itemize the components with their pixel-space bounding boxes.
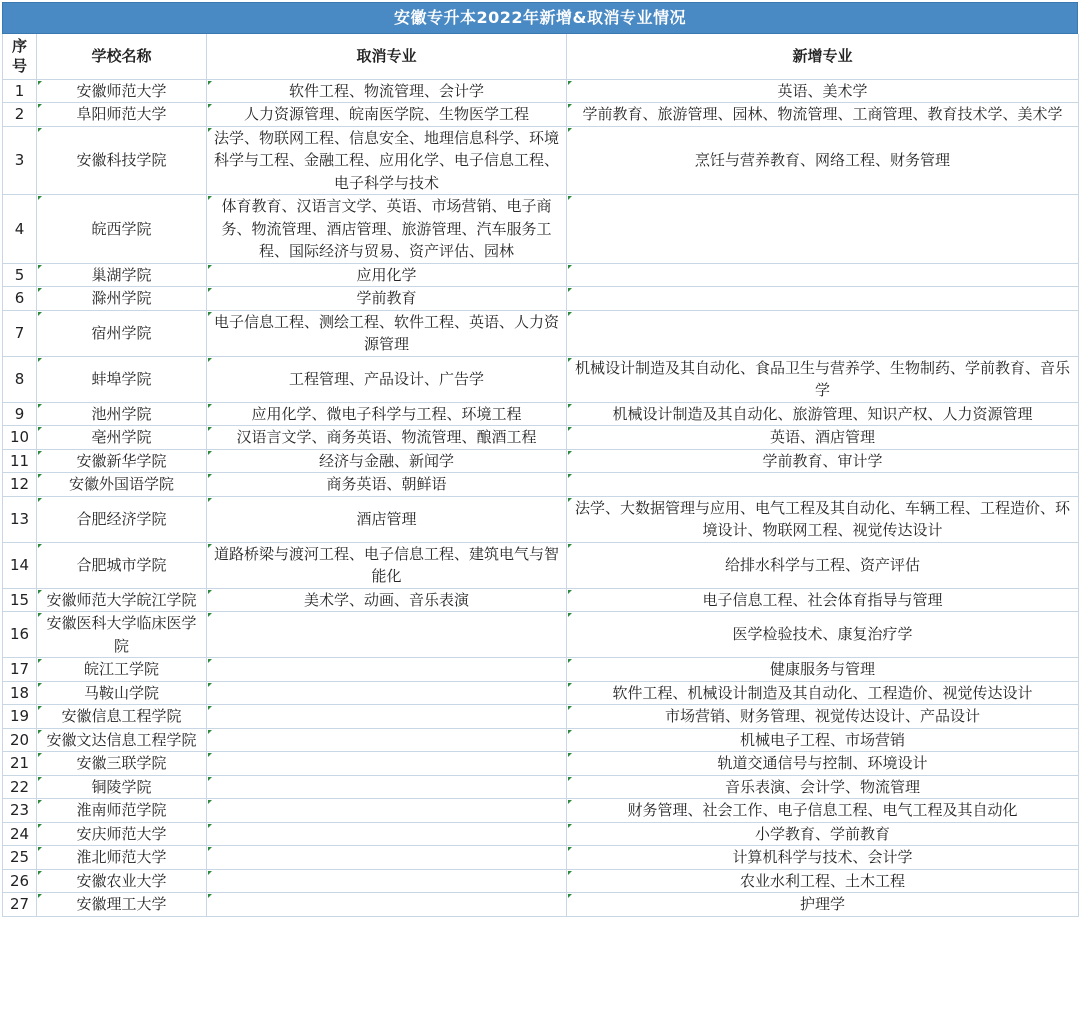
school-name-cell: 阜阳师范大学 [37, 103, 207, 127]
row-index-cell: 26 [3, 869, 37, 893]
school-name-cell: 安徽师范大学 [37, 79, 207, 103]
row-index-cell: 12 [3, 473, 37, 497]
row-index-cell: 3 [3, 126, 37, 195]
table-row [3, 103, 1079, 127]
added-majors-cell [567, 310, 1079, 356]
school-name-cell: 安徽新华学院 [37, 449, 207, 473]
school-name-cell: 合肥城市学院 [37, 542, 207, 588]
added-majors-cell [567, 287, 1079, 311]
cancelled-majors-cell: 酒店管理 [207, 496, 567, 542]
table-row [3, 705, 1079, 729]
header-added: 新增专业 [567, 34, 1079, 79]
cancelled-majors-cell: 人力资源管理、皖南医学院、生物医学工程 [207, 103, 567, 127]
row-index-cell: 19 [3, 705, 37, 729]
cancelled-majors-cell: 汉语言文学、商务英语、物流管理、酿酒工程 [207, 426, 567, 450]
table-row [3, 449, 1079, 473]
school-name-cell: 安徽信息工程学院 [37, 705, 207, 729]
school-name-cell: 安徽三联学院 [37, 752, 207, 776]
cancelled-majors-cell [207, 705, 567, 729]
added-majors-cell: 机械设计制造及其自动化、食品卫生与营养学、生物制药、学前教育、音乐学 [567, 356, 1079, 402]
school-name-cell: 安徽科技学院 [37, 126, 207, 195]
school-name-cell: 安徽文达信息工程学院 [37, 728, 207, 752]
school-name-cell: 淮北师范大学 [37, 846, 207, 870]
added-majors-cell: 财务管理、社会工作、电子信息工程、电气工程及其自动化 [567, 799, 1079, 823]
table-row [3, 728, 1079, 752]
table-row [3, 752, 1079, 776]
table-row [3, 126, 1079, 195]
row-index-cell: 20 [3, 728, 37, 752]
school-name-cell: 马鞍山学院 [37, 681, 207, 705]
added-majors-cell: 机械设计制造及其自动化、旅游管理、知识产权、人力资源管理 [567, 402, 1079, 426]
school-name-cell: 巢湖学院 [37, 263, 207, 287]
cancelled-majors-cell: 电子信息工程、测绘工程、软件工程、英语、人力资源管理 [207, 310, 567, 356]
majors-table-container [2, 2, 1078, 917]
school-name-cell: 合肥经济学院 [37, 496, 207, 542]
row-index-cell: 9 [3, 402, 37, 426]
cancelled-majors-cell: 法学、物联网工程、信息安全、地理信息科学、环境科学与工程、金融工程、应用化学、电子信息工程、电子科学与技术 [207, 126, 567, 195]
school-name-cell: 蚌埠学院 [37, 356, 207, 402]
added-majors-cell: 农业水利工程、土木工程 [567, 869, 1079, 893]
cancelled-majors-cell [207, 681, 567, 705]
added-majors-cell: 健康服务与管理 [567, 658, 1079, 682]
row-index-cell: 15 [3, 588, 37, 612]
table-row [3, 496, 1079, 542]
added-majors-cell [567, 473, 1079, 497]
added-majors-cell: 医学检验技术、康复治疗学 [567, 612, 1079, 658]
added-majors-cell: 计算机科学与技术、会计学 [567, 846, 1079, 870]
cancelled-majors-cell [207, 775, 567, 799]
school-name-cell: 安徽农业大学 [37, 869, 207, 893]
cancelled-majors-cell [207, 612, 567, 658]
row-index-cell: 11 [3, 449, 37, 473]
cancelled-majors-cell [207, 728, 567, 752]
cancelled-majors-cell [207, 869, 567, 893]
row-index-cell: 14 [3, 542, 37, 588]
added-majors-cell: 烹饪与营养教育、网络工程、财务管理 [567, 126, 1079, 195]
row-index-cell: 7 [3, 310, 37, 356]
school-name-cell: 皖江工学院 [37, 658, 207, 682]
row-index-cell: 4 [3, 195, 37, 264]
table-row [3, 426, 1079, 450]
cancelled-majors-cell [207, 846, 567, 870]
row-index-cell: 22 [3, 775, 37, 799]
table-row [3, 822, 1079, 846]
table-row [3, 893, 1079, 917]
row-index-cell: 1 [3, 79, 37, 103]
table-row [3, 658, 1079, 682]
cancelled-majors-cell: 美术学、动画、音乐表演 [207, 588, 567, 612]
cancelled-majors-cell [207, 893, 567, 917]
school-name-cell: 淮南师范学院 [37, 799, 207, 823]
added-majors-cell: 软件工程、机械设计制造及其自动化、工程造价、视觉传达设计 [567, 681, 1079, 705]
row-index-cell: 24 [3, 822, 37, 846]
table-row [3, 79, 1079, 103]
added-majors-cell [567, 263, 1079, 287]
header-row [3, 34, 1079, 79]
added-majors-cell: 给排水科学与工程、资产评估 [567, 542, 1079, 588]
school-name-cell: 亳州学院 [37, 426, 207, 450]
cancelled-majors-cell: 体育教育、汉语言文学、英语、市场营销、电子商务、物流管理、酒店管理、旅游管理、汽车服务工程、国际经济与贸易、资产评估、园林 [207, 195, 567, 264]
school-name-cell: 铜陵学院 [37, 775, 207, 799]
added-majors-cell: 学前教育、审计学 [567, 449, 1079, 473]
cancelled-majors-cell: 经济与金融、新闻学 [207, 449, 567, 473]
table-title: 安徽专升本2022年新增&取消专业情况 [2, 2, 1078, 34]
table-row [3, 402, 1079, 426]
school-name-cell: 安徽师范大学皖江学院 [37, 588, 207, 612]
table-body [3, 79, 1079, 916]
school-name-cell: 宿州学院 [37, 310, 207, 356]
table-row [3, 775, 1079, 799]
cancelled-majors-cell: 软件工程、物流管理、会计学 [207, 79, 567, 103]
table-row [3, 356, 1079, 402]
cancelled-majors-cell: 工程管理、产品设计、广告学 [207, 356, 567, 402]
added-majors-cell: 机械电子工程、市场营销 [567, 728, 1079, 752]
row-index-cell: 5 [3, 263, 37, 287]
school-name-cell: 安徽理工大学 [37, 893, 207, 917]
table-row [3, 263, 1079, 287]
table-row [3, 287, 1079, 311]
row-index-cell: 18 [3, 681, 37, 705]
added-majors-cell: 英语、酒店管理 [567, 426, 1079, 450]
added-majors-cell: 英语、美术学 [567, 79, 1079, 103]
table-row [3, 473, 1079, 497]
row-index-cell: 8 [3, 356, 37, 402]
cancelled-majors-cell [207, 822, 567, 846]
school-name-cell: 皖西学院 [37, 195, 207, 264]
table-row [3, 542, 1079, 588]
row-index-cell: 2 [3, 103, 37, 127]
added-majors-cell: 学前教育、旅游管理、园林、物流管理、工商管理、教育技术学、美术学 [567, 103, 1079, 127]
table-row [3, 612, 1079, 658]
school-name-cell: 安庆师范大学 [37, 822, 207, 846]
majors-table [2, 34, 1079, 917]
row-index-cell: 17 [3, 658, 37, 682]
row-index-cell: 13 [3, 496, 37, 542]
cancelled-majors-cell [207, 658, 567, 682]
added-majors-cell: 音乐表演、会计学、物流管理 [567, 775, 1079, 799]
added-majors-cell: 电子信息工程、社会体育指导与管理 [567, 588, 1079, 612]
table-row [3, 869, 1079, 893]
table-row [3, 195, 1079, 264]
table-row [3, 799, 1079, 823]
added-majors-cell [567, 195, 1079, 264]
table-row [3, 588, 1079, 612]
added-majors-cell: 小学教育、学前教育 [567, 822, 1079, 846]
row-index-cell: 10 [3, 426, 37, 450]
school-name-cell: 滁州学院 [37, 287, 207, 311]
cancelled-majors-cell: 学前教育 [207, 287, 567, 311]
row-index-cell: 6 [3, 287, 37, 311]
school-name-cell: 安徽医科大学临床医学院 [37, 612, 207, 658]
table-row [3, 846, 1079, 870]
cancelled-majors-cell: 道路桥梁与渡河工程、电子信息工程、建筑电气与智能化 [207, 542, 567, 588]
added-majors-cell: 轨道交通信号与控制、环境设计 [567, 752, 1079, 776]
table-row [3, 681, 1079, 705]
added-majors-cell: 市场营销、财务管理、视觉传达设计、产品设计 [567, 705, 1079, 729]
row-index-cell: 27 [3, 893, 37, 917]
row-index-cell: 25 [3, 846, 37, 870]
added-majors-cell: 护理学 [567, 893, 1079, 917]
cancelled-majors-cell: 商务英语、朝鲜语 [207, 473, 567, 497]
row-index-cell: 16 [3, 612, 37, 658]
table-row [3, 310, 1079, 356]
cancelled-majors-cell: 应用化学、微电子科学与工程、环境工程 [207, 402, 567, 426]
header-cancelled: 取消专业 [207, 34, 567, 79]
cancelled-majors-cell [207, 799, 567, 823]
row-index-cell: 23 [3, 799, 37, 823]
row-index-cell: 21 [3, 752, 37, 776]
header-school: 学校名称 [37, 34, 207, 79]
school-name-cell: 安徽外国语学院 [37, 473, 207, 497]
cancelled-majors-cell [207, 752, 567, 776]
school-name-cell: 池州学院 [37, 402, 207, 426]
added-majors-cell: 法学、大数据管理与应用、电气工程及其自动化、车辆工程、工程造价、环境设计、物联网工程、视觉传达设计 [567, 496, 1079, 542]
cancelled-majors-cell: 应用化学 [207, 263, 567, 287]
header-index: 序号 [3, 34, 37, 79]
